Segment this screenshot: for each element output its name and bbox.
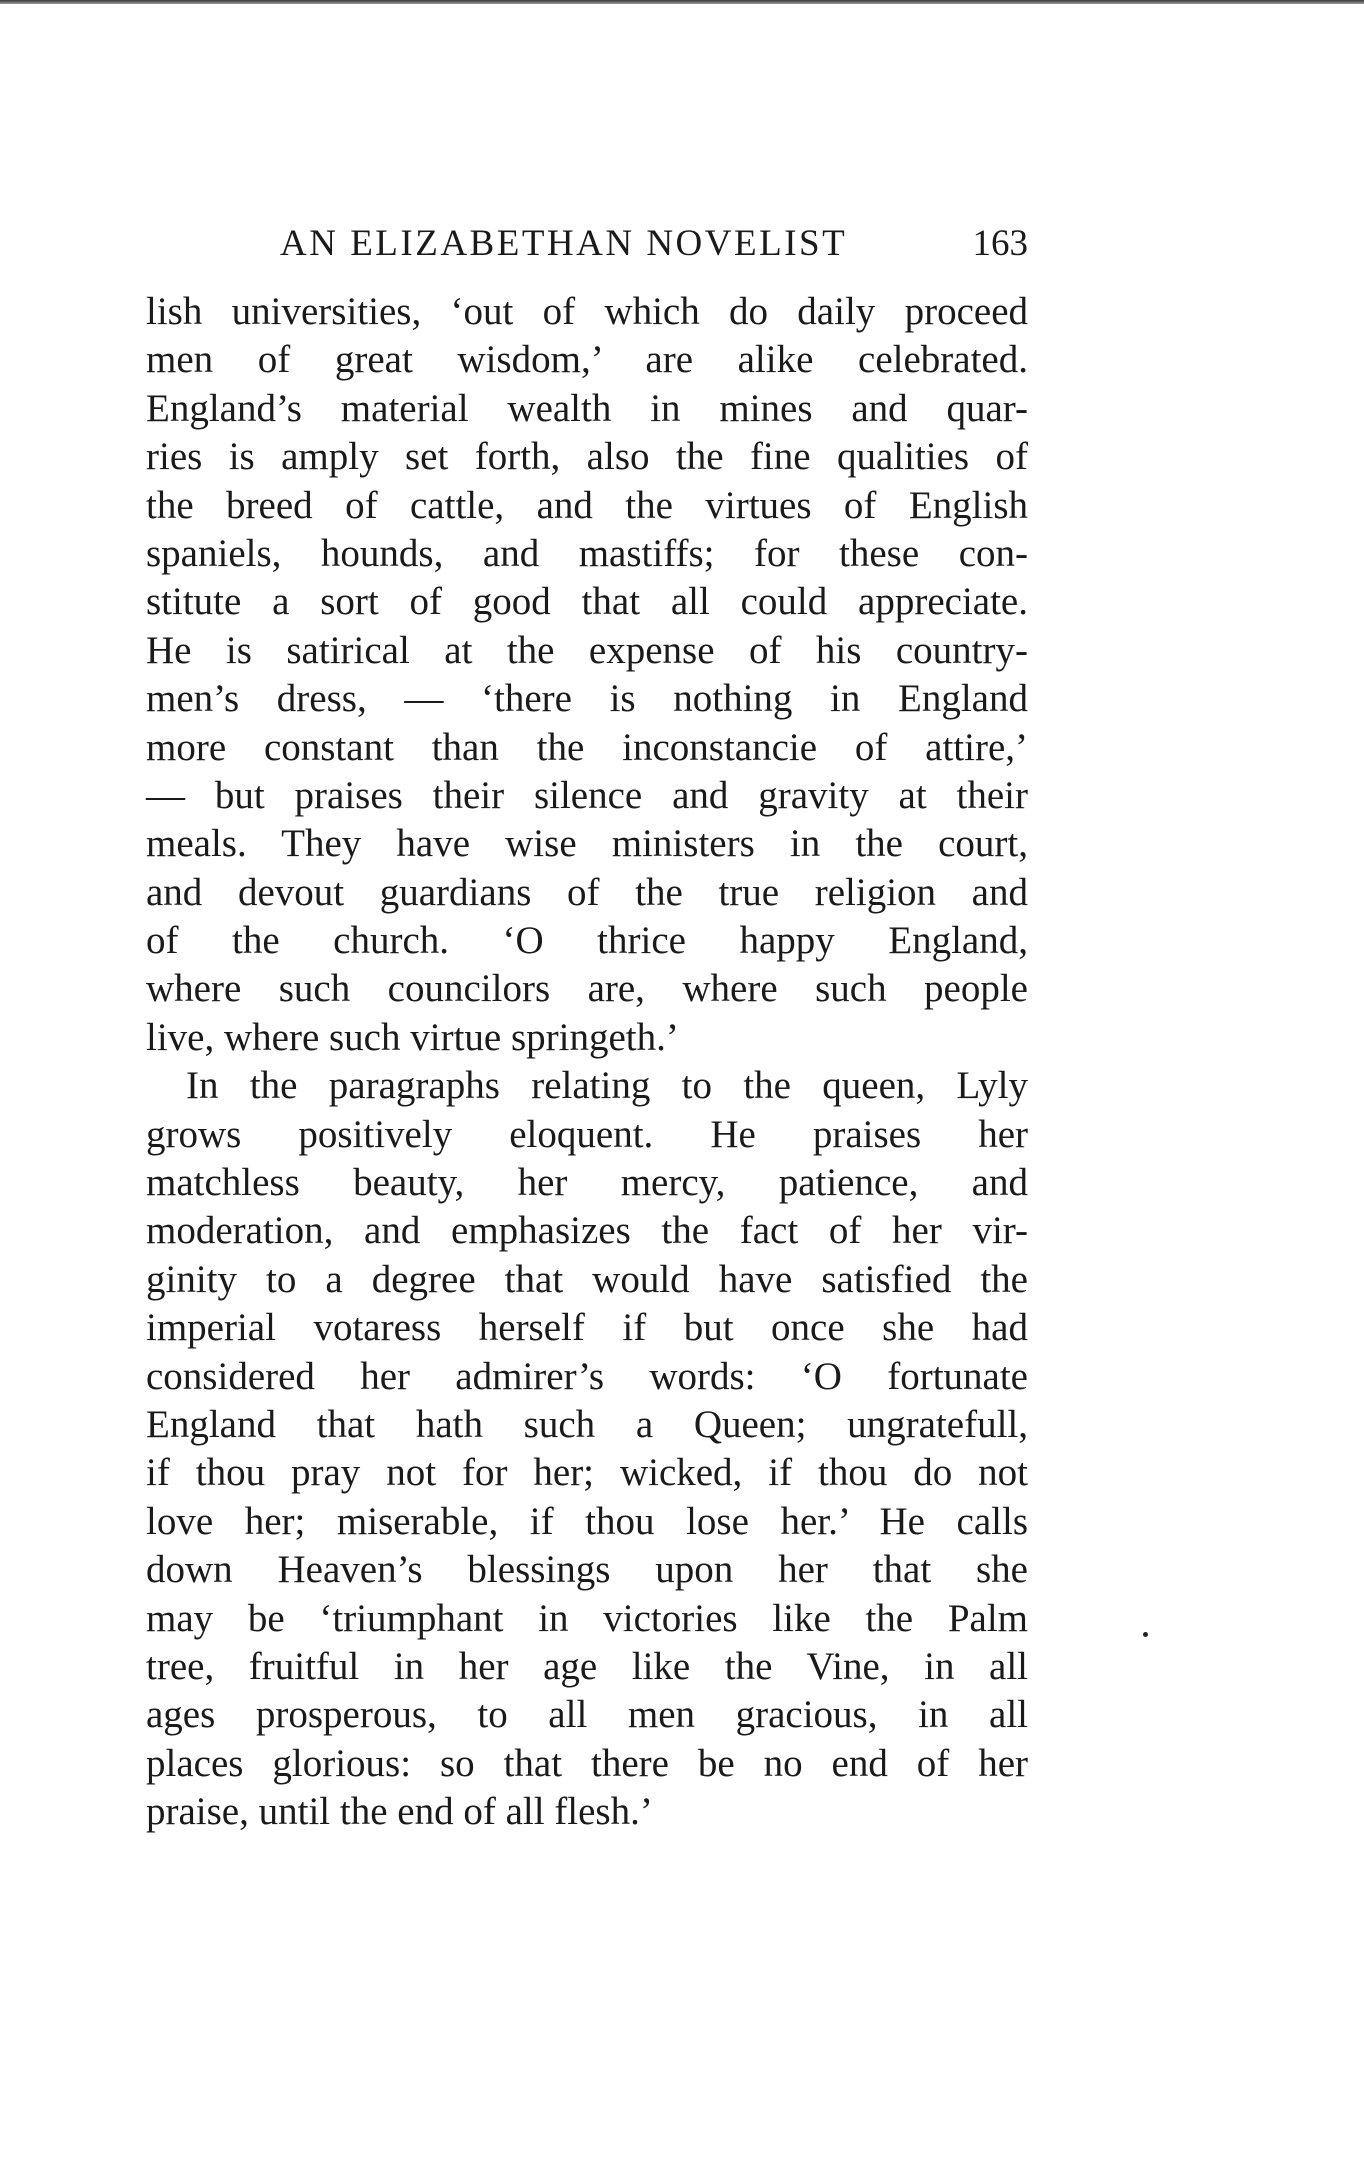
text-line: men’s dress, — ‘there is nothing in England	[146, 677, 1028, 721]
text-line: imperial votaress herself if but once she had	[146, 1306, 1028, 1350]
text-line: — but praises their silence and gravity at their	[146, 773, 1028, 817]
text-line: moderation, and emphasizes the fact of her vir-	[146, 1209, 1028, 1253]
text-line: grows positively eloquent. He praises her	[146, 1112, 1028, 1156]
text-line: if thou pray not for her; wicked, if thou do not	[146, 1451, 1028, 1495]
page-top-edge	[0, 0, 1364, 4]
text-line: meals. They have wise ministers in the court,	[146, 822, 1028, 866]
text-line: In the paragraphs relating to the queen, Lyly	[186, 1064, 1028, 1108]
body-text	[146, 288, 1028, 1837]
text-line: matchless beauty, her mercy, patience, and	[146, 1161, 1028, 1205]
text-line: of the church. ‘O thrice happy England,	[146, 919, 1028, 963]
running-title: AN ELIZABETHAN NOVELIST	[280, 223, 848, 264]
page-header	[280, 222, 1028, 272]
text-line: tree, fruitful in her age like the Vine, in all	[146, 1644, 1028, 1688]
text-line: England that hath such a Queen; ungratefull,	[146, 1402, 1028, 1446]
paragraph	[146, 288, 1028, 1062]
text-line: the breed of cattle, and the virtues of English	[146, 483, 1028, 527]
text-line: praise, until the end of all flesh.’	[146, 1790, 653, 1834]
text-line: and devout guardians of the true religion and	[146, 870, 1028, 914]
text-line: England’s material wealth in mines and quar-	[146, 386, 1028, 430]
text-line: stitute a sort of good that all could appreciate.	[146, 580, 1028, 624]
text-line: may be ‘triumphant in victories like the Palm	[146, 1596, 1028, 1640]
text-line: lish universities, ‘out of which do daily proceed	[146, 290, 1028, 333]
ink-speck	[1143, 1632, 1148, 1637]
text-line: live, where such virtue springeth.’	[146, 1015, 679, 1059]
text-line: considered her admirer’s words: ‘O fortunate	[146, 1354, 1028, 1398]
text-line: ginity to a degree that would have satisfied the	[146, 1257, 1028, 1301]
text-line: men of great wisdom,’ are alike celebrated.	[146, 338, 1028, 382]
text-line: ages prosperous, to all men gracious, in all	[146, 1693, 1028, 1737]
text-line: He is satirical at the expense of his country-	[146, 628, 1028, 672]
text-line: love her; miserable, if thou lose her.’ He calls	[146, 1499, 1028, 1543]
text-line: spaniels, hounds, and mastiffs; for these con-	[146, 531, 1028, 575]
text-line: ries is amply set forth, also the fine qualities of	[146, 435, 1028, 479]
text-line: where such councilors are, where such people	[146, 967, 1028, 1011]
paragraph	[146, 1062, 1028, 1836]
page-number: 163	[972, 223, 1028, 264]
text-line: places glorious: so that there be no end of her	[146, 1741, 1028, 1785]
text-line: down Heaven’s blessings upon her that she	[146, 1548, 1028, 1592]
text-line: more constant than the inconstancie of attire,’	[146, 725, 1028, 769]
